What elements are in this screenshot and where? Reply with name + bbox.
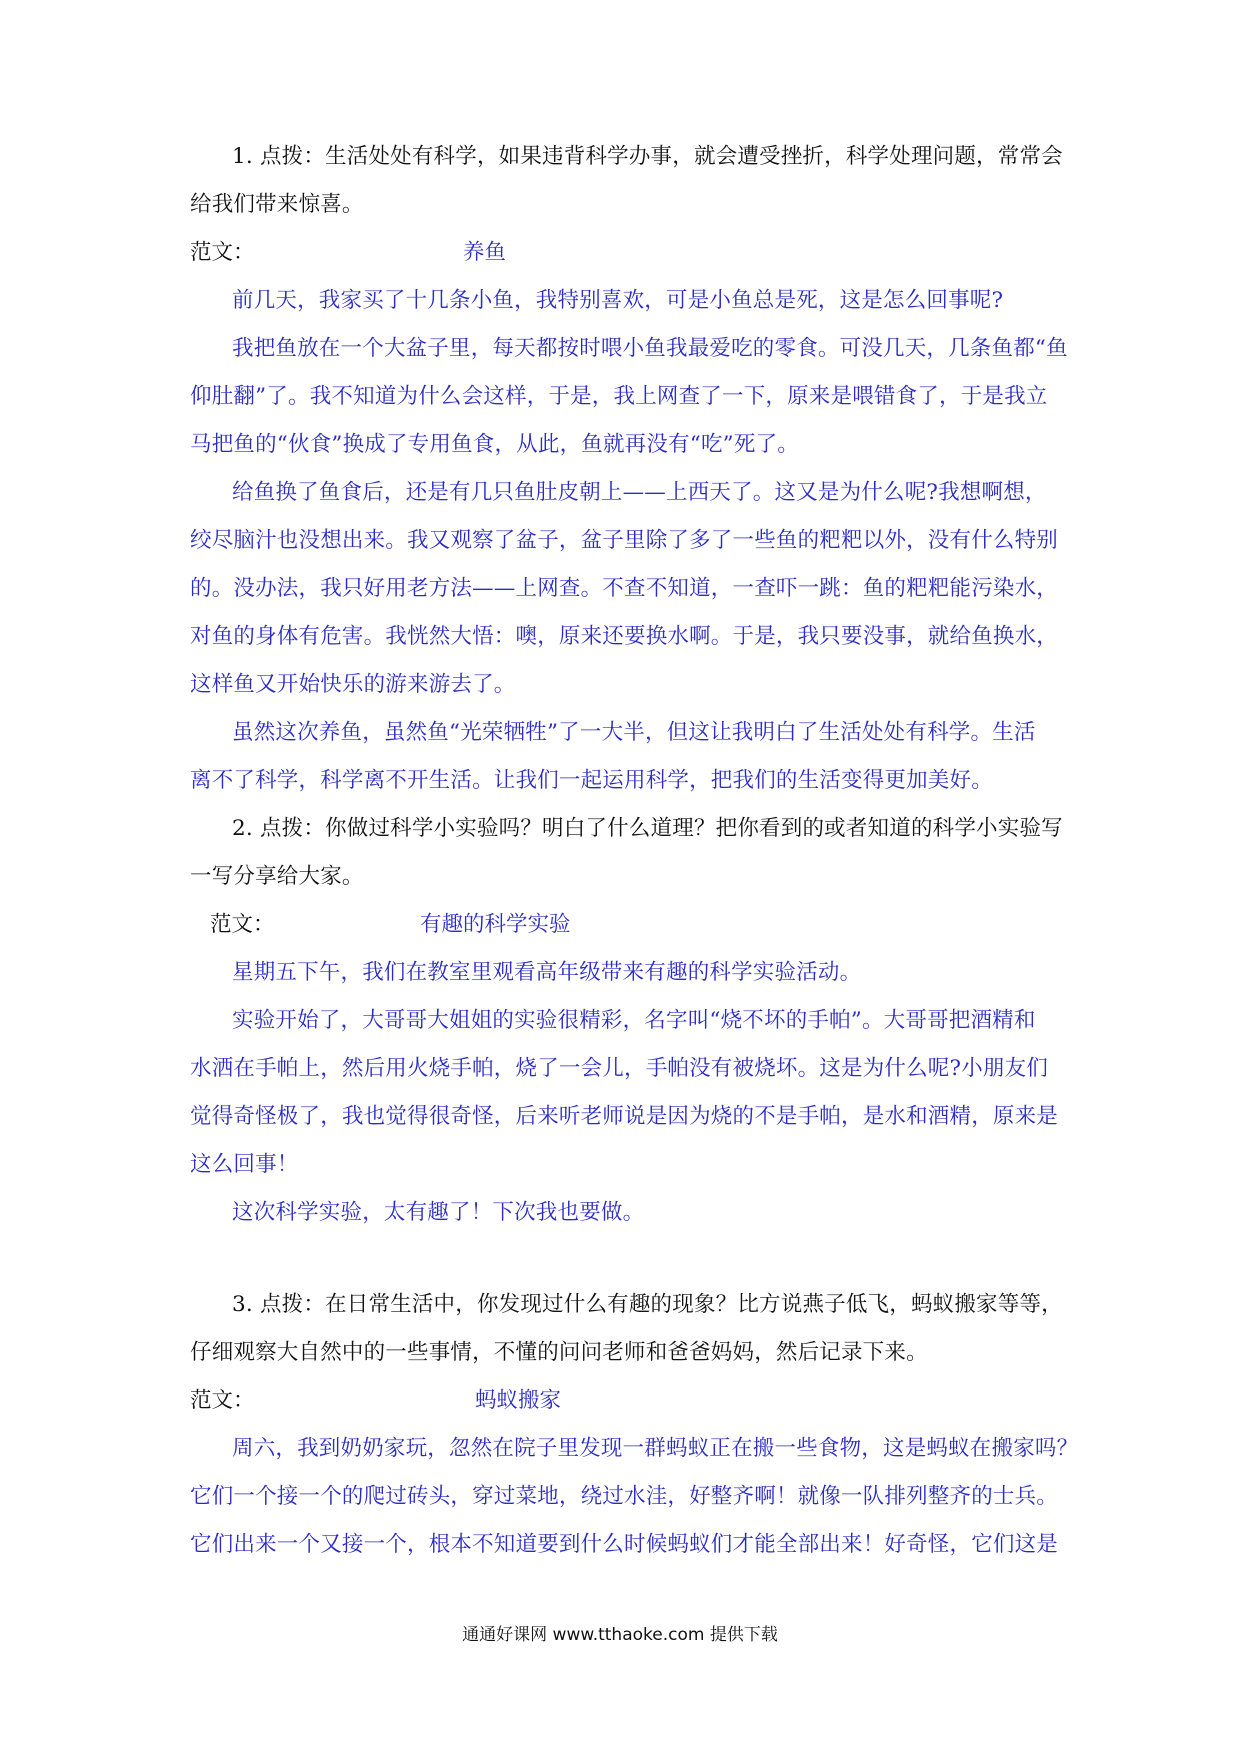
prompt-line: 3. 点拨：在日常生活中，你发现过什么有趣的现象？比方说燕子低飞，蚂蚁搬家等等， bbox=[232, 1292, 1063, 1317]
prompt-line: 一写分享给大家。 bbox=[190, 864, 364, 889]
essay-line: 实验开始了，大哥哥大姐姐的实验很精彩，名字叫“烧不坏的手帕”。大哥哥把酒精和 bbox=[232, 1008, 1036, 1033]
essay-line: 绞尽脑汁也没想出来。我又观察了盆子，盆子里除了多了一些鱼的粑粑以外，没有什么特别 bbox=[190, 528, 1059, 553]
sample-essay-label: 范文： bbox=[190, 240, 255, 265]
essay-line: 给鱼换了鱼食后，还是有几只鱼肚皮朝上——上西天了。这又是为什么呢?我想啊想， bbox=[232, 480, 1047, 505]
essay-line: 周六，我到奶奶家玩，忽然在院子里发现一群蚂蚁正在搬一些食物，这是蚂蚁在搬家吗？ bbox=[232, 1436, 1079, 1461]
essay-line: 这次科学实验，太有趣了！下次我也要做。 bbox=[232, 1200, 645, 1225]
sample-essay-label: 范文： bbox=[210, 912, 275, 937]
essay-line: 仰肚翻”了。我不知道为什么会这样，于是，我上网查了一下，原来是喂错食了，于是我立 bbox=[190, 384, 1048, 409]
essay-line: 它们出来一个又接一个，根本不知道要到什么时候蚂蚁们才能全部出来！好奇怪，它们这是 bbox=[190, 1532, 1059, 1557]
prompt-line: 仔细观察大自然中的一些事情，不懂的问问老师和爸爸妈妈，然后记录下来。 bbox=[190, 1340, 928, 1365]
essay-line: 这么回事！ bbox=[190, 1152, 299, 1177]
essay-title: 蚂蚁搬家 bbox=[475, 1388, 562, 1413]
essay-title: 有趣的科学实验 bbox=[420, 912, 571, 937]
sample-essay-label: 范文： bbox=[190, 1388, 255, 1413]
essay-line: 对鱼的身体有危害。我恍然大悟：噢，原来还要换水啊。于是，我只要没事，就给鱼换水， bbox=[190, 624, 1059, 649]
essay-line: 我把鱼放在一个大盆子里，每天都按时喂小鱼我最爱吃的零食。可没几天，几条鱼都“鱼 bbox=[232, 336, 1068, 361]
prompt-line: 给我们带来惊喜。 bbox=[190, 192, 364, 217]
essay-line: 水洒在手帕上，然后用火烧手帕，烧了一会儿，手帕没有被烧坏。这是为什么呢?小朋友们 bbox=[190, 1056, 1049, 1081]
essay-line: 离不了科学，科学离不开生活。让我们一起运用科学，把我们的生活变得更加美好。 bbox=[190, 768, 993, 793]
essay-line: 这样鱼又开始快乐的游来游去了。 bbox=[190, 672, 516, 697]
essay-line: 觉得奇怪极了，我也觉得很奇怪，后来听老师说是因为烧的不是手帕，是水和酒精，原来是 bbox=[190, 1104, 1059, 1129]
essay-line: 的。没办法，我只好用老方法——上网查。不查不知道，一查吓一跳：鱼的粑粑能污染水， bbox=[190, 576, 1059, 601]
essay-line: 它们一个接一个的爬过砖头，穿过菜地，绕过水洼，好整齐啊！就像一队排列整齐的士兵。 bbox=[190, 1484, 1059, 1509]
prompt-line: 2. 点拨：你做过科学小实验吗？明白了什么道理？把你看到的或者知道的科学小实验写 bbox=[232, 816, 1063, 841]
essay-title: 养鱼 bbox=[463, 240, 507, 265]
essay-line: 前几天，我家买了十几条小鱼，我特别喜欢，可是小鱼总是死，这是怎么回事呢? bbox=[232, 288, 1004, 313]
essay-line: 虽然这次养鱼，虽然鱼“光荣牺牲”了一大半，但这让我明白了生活处处有科学。生活 bbox=[232, 720, 1036, 745]
page-footer: 通通好课网 www.tthaoke.com 提供下载 bbox=[462, 1625, 778, 1645]
essay-line: 星期五下午，我们在教室里观看高年级带来有趣的科学实验活动。 bbox=[232, 960, 862, 985]
prompt-line: 1. 点拨：生活处处有科学，如果违背科学办事，就会遭受挫折，科学处理问题，常常会 bbox=[232, 144, 1063, 169]
essay-line: 马把鱼的“伙食”换成了专用鱼食，从此，鱼就再没有“吃”死了。 bbox=[190, 432, 799, 457]
